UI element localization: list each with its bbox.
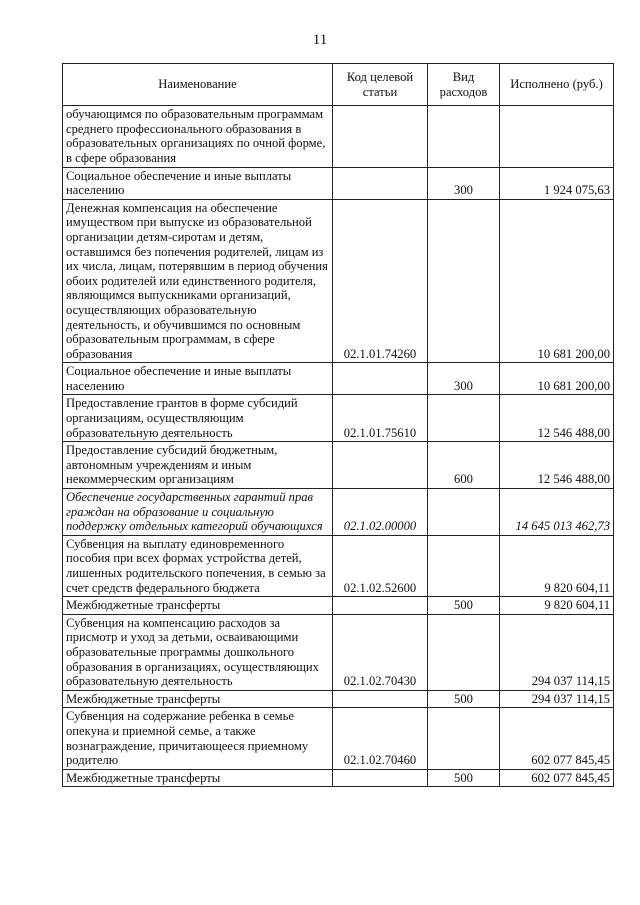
table-row <box>63 363 614 395</box>
row-name: обучающимся по образовательным программам среднего профессионального образования в образовательных организациях по очной форме, в сфере образования <box>63 106 333 167</box>
row-amount: 12 546 488,00 <box>500 442 614 489</box>
row-name: Межбюджетные трансферты <box>63 597 333 615</box>
row-type: 600 <box>428 442 500 489</box>
row-amount: 602 077 845,45 <box>500 708 614 769</box>
row-name: Денежная компенсация на обеспечение имуществом при выпуске из образовательной организации детям-сиротам и детям, оставшимся без попечения родителей, лицам из их числа, лицам, потерявшим в период обучения обоих родителей или единственного родителя, являющимся выпускниками организаций, осуществляющих образовательную деятельность, и обучившимся по основным образовательным программам, в сфере образования <box>63 199 333 363</box>
row-type <box>428 708 500 769</box>
header-name: Наименование <box>63 64 333 106</box>
row-name: Предоставление субсидий бюджетным, автономным учреждениям и иным некоммерческим организациям <box>63 442 333 489</box>
row-code <box>333 167 428 199</box>
row-amount: 10 681 200,00 <box>500 199 614 363</box>
row-name: Социальное обеспечение и иные выплаты населению <box>63 363 333 395</box>
row-amount <box>500 106 614 167</box>
row-code <box>333 690 428 708</box>
row-name: Социальное обеспечение и иные выплаты населению <box>63 167 333 199</box>
table-row <box>63 690 614 708</box>
row-code: 02.1.01.74260 <box>333 199 428 363</box>
row-code: 02.1.02.70460 <box>333 708 428 769</box>
row-name: Межбюджетные трансферты <box>63 690 333 708</box>
row-type <box>428 489 500 536</box>
header-amount: Исполнено (руб.) <box>500 64 614 106</box>
table-header-row <box>63 64 614 106</box>
row-amount: 9 820 604,11 <box>500 535 614 596</box>
row-name: Обеспечение государственных гарантий прав граждан на образование и социальную поддержку отдельных категорий обучающихся <box>63 489 333 536</box>
row-amount: 9 820 604,11 <box>500 597 614 615</box>
row-type: 500 <box>428 690 500 708</box>
row-code <box>333 106 428 167</box>
row-amount: 294 037 114,15 <box>500 690 614 708</box>
row-type: 300 <box>428 167 500 199</box>
table-row <box>63 199 614 363</box>
row-code <box>333 442 428 489</box>
row-amount: 1 924 075,63 <box>500 167 614 199</box>
row-type: 300 <box>428 363 500 395</box>
row-code <box>333 597 428 615</box>
row-name: Субвенция на выплату единовременного пособия при всех формах устройства детей, лишенных родительского попечения, в семью за счет средств федерального бюджета <box>63 535 333 596</box>
table-row <box>63 106 614 167</box>
row-type <box>428 614 500 690</box>
row-type <box>428 535 500 596</box>
row-type <box>428 395 500 442</box>
expenditure-table <box>62 63 614 787</box>
row-name: Предоставление грантов в форме субсидий организациям, осуществляющим образовательную деятельность <box>63 395 333 442</box>
row-amount: 602 077 845,45 <box>500 769 614 787</box>
page-number: 11 <box>312 32 328 48</box>
row-code: 02.1.02.00000 <box>333 489 428 536</box>
table-row <box>63 597 614 615</box>
row-amount: 294 037 114,15 <box>500 614 614 690</box>
table-row <box>63 395 614 442</box>
row-code <box>333 363 428 395</box>
row-amount: 12 546 488,00 <box>500 395 614 442</box>
row-type: 500 <box>428 597 500 615</box>
table-row <box>63 708 614 769</box>
row-name: Межбюджетные трансферты <box>63 769 333 787</box>
row-type <box>428 106 500 167</box>
row-code: 02.1.02.70430 <box>333 614 428 690</box>
header-type: Вид расходов <box>428 64 500 106</box>
row-code <box>333 769 428 787</box>
row-name: Субвенция на компенсацию расходов за присмотр и уход за детьми, осваивающими образовательные программы дошкольного образования в организациях, осуществляющих образовательную деятельность <box>63 614 333 690</box>
table-row <box>63 769 614 787</box>
table-row <box>63 167 614 199</box>
row-amount: 10 681 200,00 <box>500 363 614 395</box>
row-code: 02.1.01.75610 <box>333 395 428 442</box>
table-row <box>63 535 614 596</box>
table-row <box>63 442 614 489</box>
table-row <box>63 614 614 690</box>
row-amount: 14 645 013 462,73 <box>500 489 614 536</box>
row-type: 500 <box>428 769 500 787</box>
row-code: 02.1.02.52600 <box>333 535 428 596</box>
row-name: Субвенция на содержание ребенка в семье опекуна и приемной семье, а также вознаграждение, причитающееся приемному родителю <box>63 708 333 769</box>
row-type <box>428 199 500 363</box>
table-row <box>63 489 614 536</box>
header-code: Код целевой статьи <box>333 64 428 106</box>
table-body <box>63 106 614 787</box>
